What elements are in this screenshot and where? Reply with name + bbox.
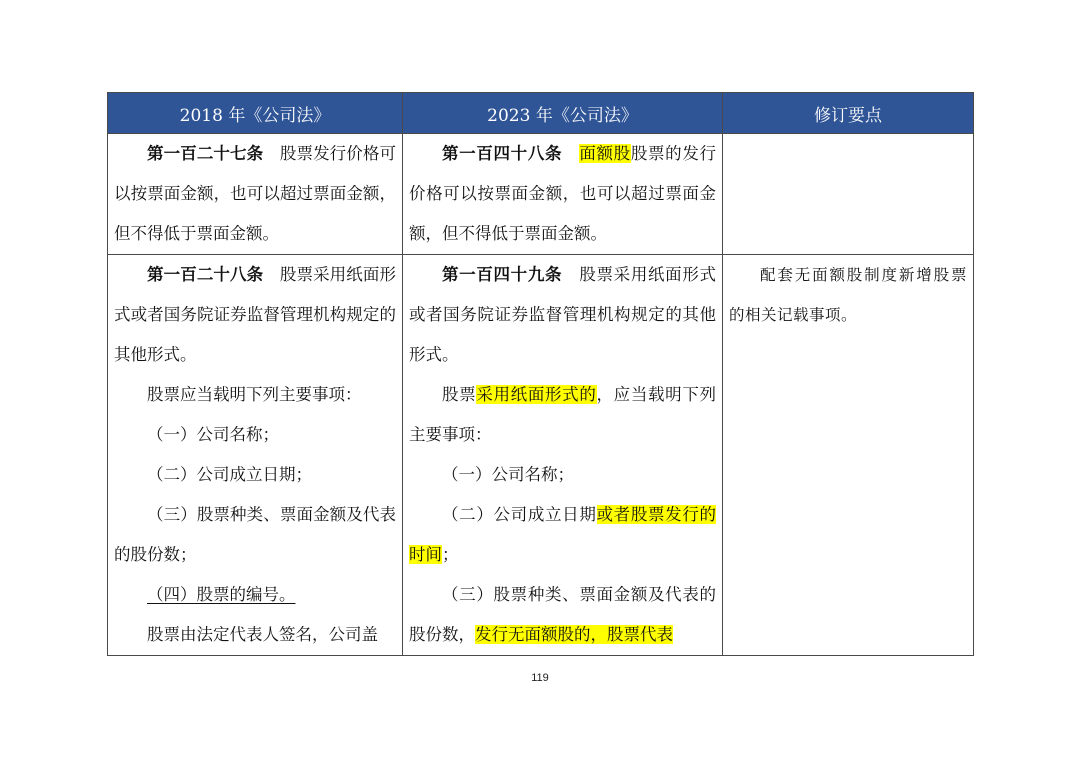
- highlighted-text: 采用纸面形式的: [476, 385, 597, 404]
- new-item: [409, 495, 716, 575]
- text-segment: （二）公司成立日期: [442, 505, 597, 524]
- highlighted-text: 或者股票发行的时间: [409, 505, 717, 564]
- old-paragraph: 股票应当载明下列主要事项：: [147, 385, 362, 404]
- old-article-text: 股票采用纸面形式或者国务院证券监督管理机构规定的其他形式。: [114, 265, 397, 364]
- old-article-text: 股票发行价格可以按票面金额，也可以超过票面金额，但不得低于票面金额。: [114, 144, 397, 243]
- new-article-text: 股票的发行价格可以按票面金额，也可以超过票面金额，但不得低于票面金额。: [409, 144, 717, 243]
- revision-note-text: 配套无面额股制度新增股票的相关记载事项。: [729, 266, 967, 324]
- text-segment: （三）股票种类、票面金额及代表的股份数，: [409, 585, 716, 644]
- table-header-row: [108, 93, 974, 134]
- underlined-text: （四）股票的编号。: [147, 585, 296, 604]
- old-item: （一）公司名称；: [147, 425, 279, 444]
- old-article-number: 第一百二十八条: [147, 265, 264, 284]
- old-item: （三）股票种类、票面金额及代表的股份数；: [114, 505, 396, 564]
- new-law-cell: [403, 134, 723, 255]
- old-article-paragraph: [114, 134, 396, 254]
- revision-note-cell: [723, 134, 974, 255]
- revision-note-cell: [723, 255, 974, 656]
- header-revision-points: 修订要点: [723, 93, 974, 134]
- old-article-number: 第一百二十七条: [147, 144, 264, 163]
- new-article-paragraph: [409, 255, 716, 375]
- table-row: [108, 134, 974, 255]
- text-segment: ，应当载明下列主要事项：: [409, 385, 717, 444]
- new-item: （一）公司名称；: [442, 465, 574, 484]
- highlighted-text: 面额股: [578, 144, 631, 163]
- old-article-paragraph: [114, 255, 396, 375]
- table-row: [108, 255, 974, 656]
- page-number: 119: [531, 672, 549, 684]
- old-law-cell: [108, 255, 403, 656]
- highlighted-text: 发行无面额股的，股票代表: [475, 625, 673, 644]
- new-paragraph: [409, 375, 716, 455]
- old-law-cell: [108, 134, 403, 255]
- new-item: [409, 575, 716, 655]
- old-item: （二）公司成立日期；: [147, 465, 312, 484]
- new-article-number: 第一百四十九条: [442, 265, 563, 284]
- new-article-number: 第一百四十八条: [442, 144, 563, 163]
- old-paragraph: 股票由法定代表人签名，公司盖: [147, 625, 378, 644]
- new-article-paragraph: [409, 134, 716, 254]
- new-law-cell: [403, 255, 723, 656]
- old-item-deleted: [114, 575, 396, 615]
- text-segment: ；: [442, 545, 459, 564]
- law-comparison-table: [107, 92, 974, 656]
- header-2018-law: 2018 年《公司法》: [108, 93, 403, 134]
- header-2023-law: 2023 年《公司法》: [403, 93, 723, 134]
- text-segment: 股票: [442, 385, 477, 404]
- new-article-text: 股票采用纸面形式或者国务院证券监督管理机构规定的其他形式。: [409, 265, 717, 364]
